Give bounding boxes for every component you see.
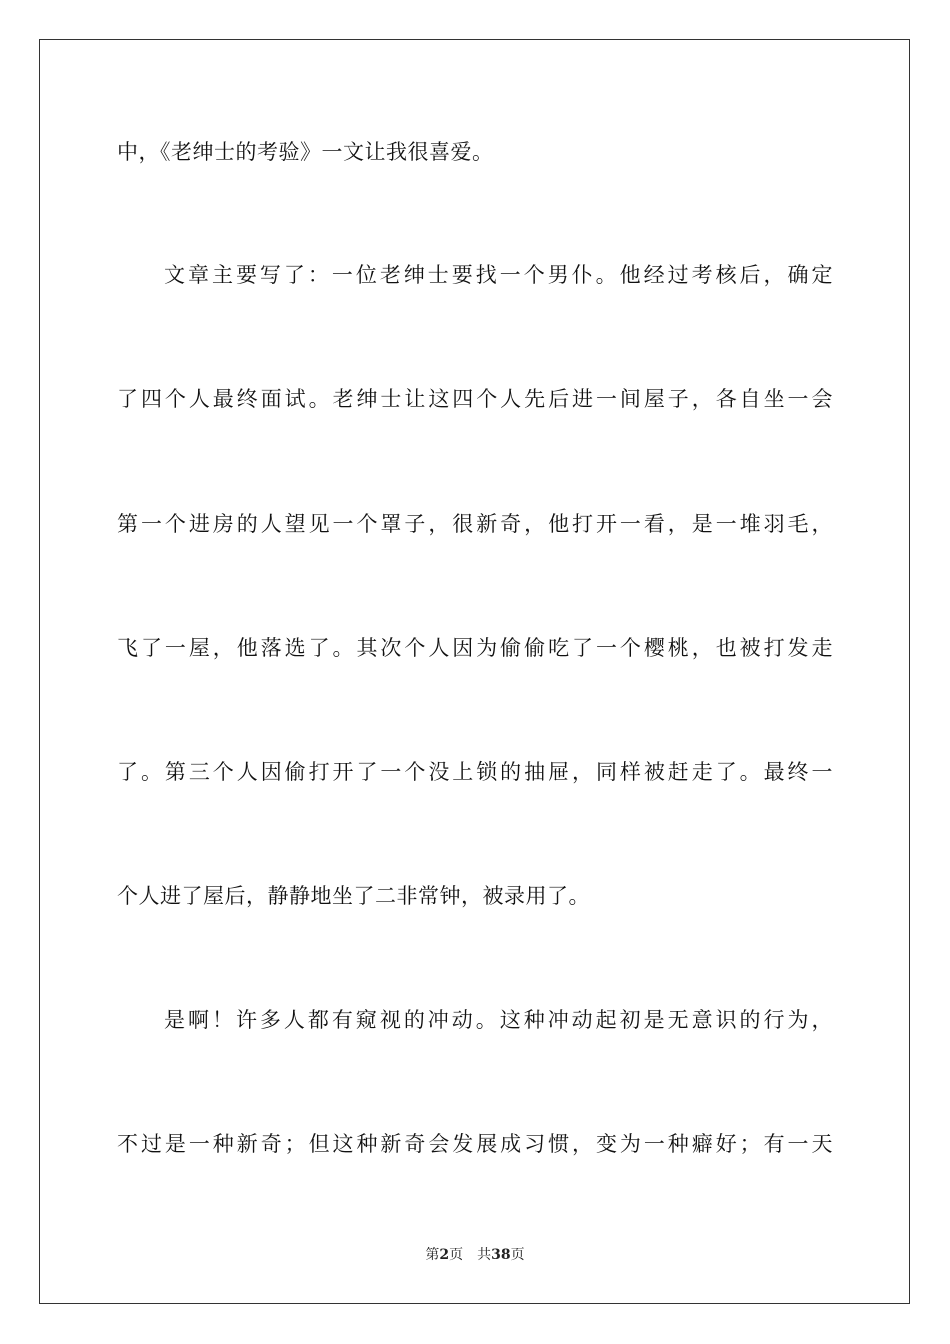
page-footer [0,1245,950,1265]
text-line-5: 飞了一屋，他落选了。其次个人因为偷偷吃了一个樱桃，也被打发走 [117,636,833,660]
text-line-9: 不过是一种新奇；但这种新奇会发展成习惯，变为一种癖好；有一天 [117,1132,833,1156]
text-line-3: 了四个人最终面试。老绅士让这四个人先后进一间屋子，各自坐一会 [117,387,833,411]
page-border [39,39,910,1304]
text-line-6: 了。第三个人因偷打开了一个没上锁的抽屉，同样被赶走了。最终一 [117,760,833,784]
footer-total-prefix: 共 [477,1247,492,1263]
footer-page-prefix: 第 [425,1247,440,1263]
footer-page-number: 2 [439,1247,450,1263]
text-line-7: 个人进了屋后，静静地坐了二非常钟，被录用了。 [117,884,590,908]
footer-total-pages: 38 [491,1247,511,1263]
text-line-8: 是啊！许多人都有窥视的冲动。这种冲动起初是无意识的行为， [164,1008,833,1032]
footer-page-suffix: 页 [449,1247,464,1263]
footer-total-suffix: 页 [510,1247,525,1263]
text-line-4: 第一个进房的人望见一个罩子，很新奇，他打开一看，是一堆羽毛， [117,512,833,536]
text-line-2: 文章主要写了：一位老绅士要找一个男仆。他经过考核后，确定 [164,263,833,287]
text-line-1: 中，《老绅士的考验》一文让我很喜爱。 [117,140,494,164]
